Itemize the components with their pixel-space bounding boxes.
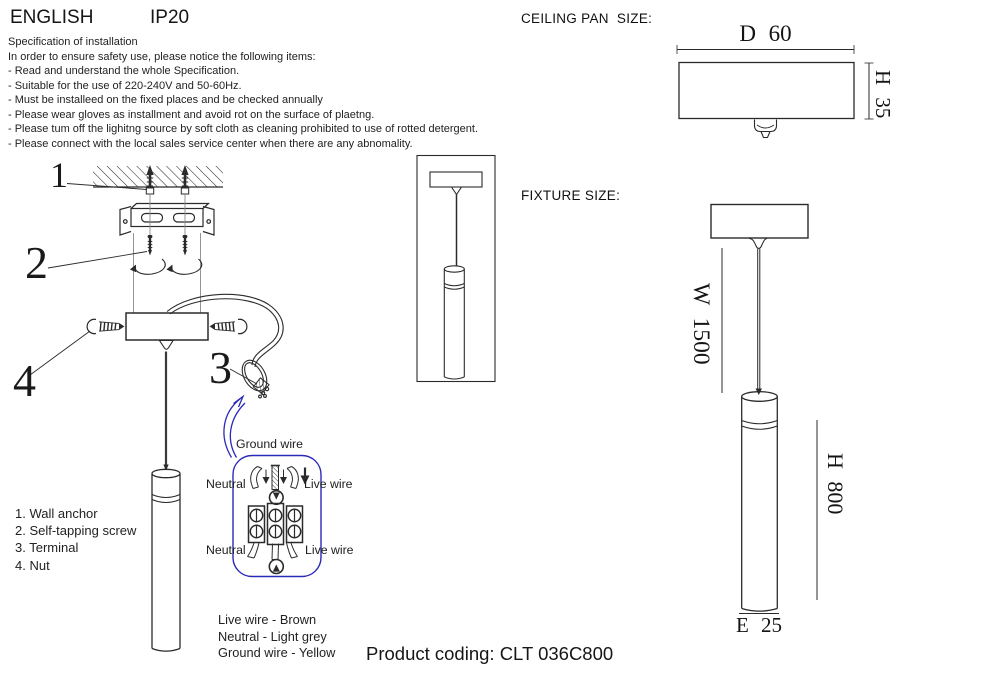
ceiling-pan-title: CEILING PAN SIZE: bbox=[521, 11, 653, 26]
callout-screw: 2 bbox=[25, 237, 48, 288]
spec-item: - Must be installeed on the fixed places and be checked annually bbox=[8, 94, 323, 106]
callout-anchor: 1 bbox=[50, 155, 68, 195]
neutral-bottom-label: Neutral bbox=[206, 543, 246, 557]
fixture-drawing bbox=[711, 205, 817, 614]
callout-nut: 4 bbox=[13, 355, 36, 406]
tapping-screw-left bbox=[148, 235, 153, 256]
product-coding: Product coding: CLT 036C800 bbox=[366, 643, 614, 664]
legend-item: 4. Nut bbox=[15, 557, 50, 573]
spec-item: - Please wear gloves as installment and avoid rot on the surface of plaetng. bbox=[8, 108, 375, 121]
dim-h35: H 35 bbox=[871, 70, 895, 119]
spec-item: - Suitable for the use of 220-240V and 50-60Hz. bbox=[8, 79, 242, 92]
language-title: ENGLISH bbox=[10, 7, 94, 28]
spec-title: Specification of installation bbox=[8, 36, 138, 48]
spec-item: - Read and understand the whole Specification. bbox=[8, 65, 240, 77]
ground-symbol-top bbox=[270, 491, 284, 505]
fixture-size-title: FIXTURE SIZE: bbox=[521, 188, 621, 203]
side-nut-right bbox=[210, 319, 247, 333]
live-wire-top bbox=[287, 467, 298, 489]
wire-color-live: Live wire - Brown bbox=[218, 612, 317, 627]
dim-d60: D 60 bbox=[739, 21, 792, 46]
guide-lines bbox=[134, 194, 201, 313]
wire-color-neutral: Neutral - Light grey bbox=[218, 628, 327, 644]
bottom-wires bbox=[248, 543, 298, 560]
neutral-top-label: Neutral bbox=[206, 476, 246, 491]
live-top-label: Live wire bbox=[304, 476, 353, 491]
spec-item: - Please connect with the local sales service center when there are any abnomality. bbox=[8, 137, 413, 150]
wire-color-key bbox=[218, 612, 335, 662]
tapping-screw-right bbox=[183, 235, 188, 256]
mounting-bracket bbox=[120, 204, 214, 236]
pendant-wire bbox=[163, 352, 168, 471]
terminal-connector bbox=[237, 356, 272, 398]
spec-intro: In order to ensure safety use, please notice the following items: bbox=[8, 50, 316, 63]
wire-color-ground: Ground wire - Yellow bbox=[218, 645, 336, 660]
rotation-arrows bbox=[135, 259, 202, 274]
preview-box bbox=[417, 156, 495, 382]
legend-item: 1. Wall anchor bbox=[15, 506, 98, 521]
terminal-block bbox=[249, 504, 303, 545]
dim-w1500: W 1500 bbox=[688, 283, 714, 365]
dim-e25: E 25 bbox=[735, 613, 783, 637]
spec-block bbox=[8, 35, 568, 151]
ground-symbol-bottom bbox=[269, 560, 283, 574]
legend-item: 2. Self-tapping screw bbox=[15, 523, 137, 539]
live-bottom-label: Live wire bbox=[305, 543, 354, 557]
ground-wire-label: Ground wire bbox=[236, 437, 303, 451]
parts-legend bbox=[15, 505, 136, 574]
legend-item: 3. Terminal bbox=[15, 540, 79, 556]
canopy-box bbox=[126, 313, 208, 349]
ground-wire-top bbox=[271, 466, 280, 490]
side-nut-left bbox=[87, 319, 124, 333]
neutral-wire-top bbox=[251, 467, 262, 489]
ceiling-hatch bbox=[93, 166, 223, 187]
ceiling-pan-drawing bbox=[677, 45, 874, 138]
dim-h800: H 800 bbox=[823, 453, 848, 515]
ip-rating: IP20 bbox=[150, 7, 190, 28]
pendant-cylinder bbox=[152, 469, 180, 651]
callout-terminal: 3 bbox=[209, 342, 232, 393]
spec-item: - Please tum off the lighitng source by soft cloth as cleaning prohibited to use of rotted detergent. bbox=[8, 123, 479, 135]
